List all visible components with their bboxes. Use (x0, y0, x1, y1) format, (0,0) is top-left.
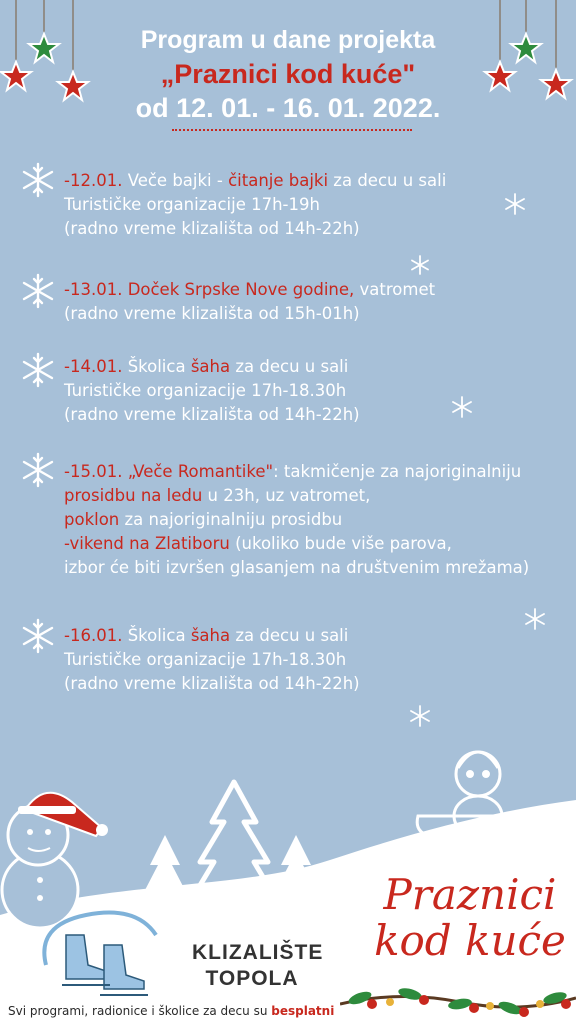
event-text-segment: Školica (127, 357, 191, 376)
event-line (64, 302, 435, 326)
event-16-01 (64, 624, 360, 696)
event-text-segment: : takmičenje za najoriginalniju (273, 462, 522, 481)
event-text-segment: (radno vreme klizališta od 15h-01h) (64, 304, 360, 323)
event-line (64, 648, 360, 672)
event-text-segment: prosidbu na ledu (64, 486, 203, 505)
snowflake-icon (20, 618, 56, 654)
event-line (64, 379, 360, 403)
snowflake-icon (20, 352, 56, 388)
event-text-segment: -16.01. (64, 626, 128, 645)
event-text-segment: poklon (64, 510, 120, 529)
event-13-01 (64, 278, 435, 326)
event-text-segment: za najoriginalniju prosidbu (119, 510, 343, 529)
header-title: Program u dane projekta (140, 26, 436, 54)
event-line (64, 355, 360, 379)
header (0, 24, 576, 125)
event-text-segment: za decu u sali (230, 626, 349, 645)
rink-name (192, 940, 324, 992)
event-text-segment: „Veče Romantike" (127, 462, 274, 481)
event-line (64, 556, 529, 580)
event-text-segment: (radno vreme klizališta od 14h-22h) (64, 219, 360, 238)
snowflake-icon (504, 193, 526, 215)
event-line (64, 624, 360, 648)
date-range: od 12. 01. - 16. 01. 2022. (135, 93, 441, 123)
event-text-segment: -12.01. (64, 171, 128, 190)
footer-note (8, 1004, 334, 1018)
event-text-segment: -vikend na Zlatiboru (64, 534, 230, 553)
event-line (64, 217, 446, 241)
event-line (64, 193, 446, 217)
event-text-segment: (radno vreme klizališta od 14h-22h) (64, 405, 360, 424)
event-text-segment: Turističke organizacije 17h-18.30h (64, 381, 347, 400)
event-line (64, 460, 529, 484)
snowflake-icon (20, 162, 56, 198)
christmas-tree-icon (190, 782, 278, 922)
event-text-segment: šaha (190, 626, 231, 645)
event-line (64, 484, 529, 508)
holly-garland-icon (340, 982, 576, 1024)
event-text-segment: čitanje bajki (228, 171, 329, 190)
snowflake-icon (409, 705, 431, 727)
event-text-segment: vatromet (354, 280, 436, 299)
event-text-segment: Školica (127, 626, 191, 645)
event-text-segment: u 23h, uz vatromet, (202, 486, 371, 505)
event-15-01 (64, 460, 529, 580)
event-line (64, 508, 529, 532)
event-text-segment: za decu u sali (328, 171, 447, 190)
event-text-segment: Veče bajki - (127, 171, 229, 190)
praznici-line2: kod kuće (374, 916, 566, 965)
event-14-01 (64, 355, 360, 427)
snowflake-icon (451, 396, 473, 418)
event-text-segment: -14.01. (64, 357, 128, 376)
event-text-segment: -13.01. (64, 280, 128, 299)
praznici-title (370, 872, 570, 964)
snowflake-icon (524, 608, 546, 630)
event-line (64, 278, 435, 302)
snowflake-icon (410, 255, 430, 275)
event-text-segment: -15.01. (64, 462, 128, 481)
event-line (64, 532, 529, 556)
event-text-segment: Doček Srpske Nove godine, (127, 280, 355, 299)
event-line (64, 169, 446, 193)
rink-name-line1: KLIZALIŠTE (192, 941, 324, 964)
footer-highlight: besplatni (271, 1004, 335, 1018)
event-text-segment: šaha (190, 357, 231, 376)
event-line (64, 403, 360, 427)
event-text-segment: Turističke organizacije 17h-18.30h (64, 650, 347, 669)
footer-text: Svi programi, radionice i školice za decu su (8, 1004, 272, 1018)
event-text-segment: (ukoliko bude više parova, (229, 534, 452, 553)
header-divider (172, 129, 412, 131)
ice-skates-icon (26, 905, 176, 1005)
project-name: „Praznici kod kuće" (160, 59, 416, 89)
event-text-segment: izbor će biti izvršen glasanjem na društvenim mrežama) (64, 558, 530, 577)
event-line (64, 672, 360, 696)
event-12-01 (64, 169, 446, 241)
snowflake-icon (20, 273, 56, 309)
rink-name-line2: TOPOLA (205, 967, 299, 990)
event-text-segment: (radno vreme klizališta od 14h-22h) (64, 674, 360, 693)
praznici-line1: Praznici (383, 870, 557, 919)
event-text-segment: Turističke organizacije 17h-19h (64, 195, 320, 214)
snowflake-icon (20, 452, 56, 488)
event-text-segment: za decu u sali (230, 357, 349, 376)
